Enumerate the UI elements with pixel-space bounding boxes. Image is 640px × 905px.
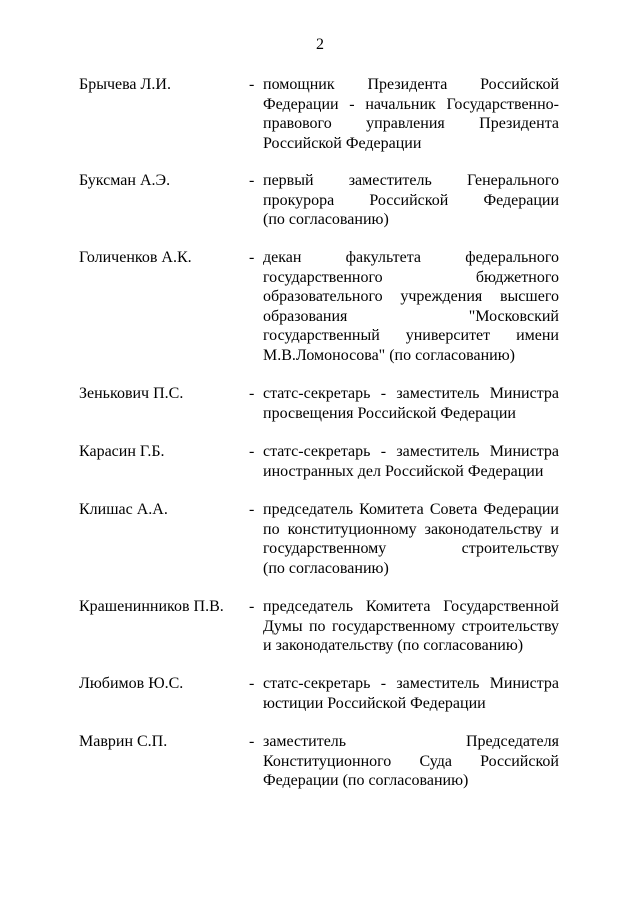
member-name: Крашенинников П.В. — [79, 598, 224, 615]
entry-dash: - — [249, 385, 255, 402]
entry-dash: - — [249, 249, 255, 266]
member-position — [263, 597, 559, 656]
member-position — [263, 75, 559, 153]
position-line: образования "Московский — [263, 307, 559, 325]
position-line: (по согласованию) — [263, 211, 389, 229]
position-line: декан факультета федерального — [263, 249, 559, 266]
member-position — [263, 674, 559, 713]
entry-dash: - — [249, 443, 255, 460]
position-line: первый заместитель Генерального — [263, 172, 559, 189]
member-position — [263, 384, 559, 423]
position-line: государственному строительству — [263, 540, 559, 558]
entry-dash: - — [249, 76, 255, 93]
position-line: правового управления Президента — [263, 115, 559, 133]
position-line: Федерации - начальник Государственно- — [263, 95, 559, 113]
member-name: Клишас А.А. — [79, 501, 168, 518]
position-line: Федерации (по согласованию) — [263, 772, 469, 790]
position-line: прокурора Российской Федерации — [263, 191, 559, 209]
position-line: и законодательству (по согласованию) — [263, 637, 524, 655]
position-line: государственный университет имени — [263, 327, 559, 345]
member-position — [263, 248, 559, 366]
position-line: заместитель Председателя — [263, 733, 559, 750]
member-name: Голиченков А.К. — [79, 249, 192, 266]
position-line: М.В.Ломоносова" (по согласованию) — [263, 346, 515, 364]
position-line: статс-секретарь - заместитель Министра — [263, 675, 559, 692]
entry-dash: - — [249, 172, 255, 189]
position-line: государственного бюджетного — [263, 268, 559, 286]
position-line: председатель Комитета Государственной — [263, 598, 559, 615]
position-line: Думы по государственному строительству — [263, 617, 559, 635]
position-line: образовательного учреждения высшего — [263, 288, 559, 306]
position-line: по конституционному законодательству и — [263, 520, 559, 538]
member-position — [263, 442, 559, 481]
entry-dash: - — [249, 598, 255, 615]
member-position — [263, 171, 559, 230]
member-name: Зенькович П.С. — [79, 385, 184, 402]
position-line: (по согласованию) — [263, 559, 389, 577]
position-line: иностранных дел Российской Федерации — [263, 462, 544, 480]
position-line: статс-секретарь - заместитель Министра — [263, 385, 559, 402]
entry-dash: - — [249, 675, 255, 692]
position-line: просвещения Российской Федерации — [263, 404, 516, 422]
position-line: председатель Комитета Совета Федерации — [263, 501, 559, 518]
member-name: Карасин Г.Б. — [79, 443, 165, 460]
position-line: юстиции Российской Федерации — [263, 694, 486, 712]
member-name: Маврин С.П. — [79, 733, 168, 750]
member-position — [263, 732, 559, 791]
position-line: статс-секретарь - заместитель Министра — [263, 443, 559, 460]
position-line: Конституционного Суда Российской — [263, 752, 559, 770]
member-name: Брычева Л.И. — [79, 76, 171, 93]
member-position — [263, 500, 559, 578]
position-line: Российской Федерации — [263, 134, 422, 152]
page-number: 2 — [316, 36, 324, 53]
member-name: Буксман А.Э. — [79, 172, 171, 189]
entry-dash: - — [249, 733, 255, 750]
member-name: Любимов Ю.С. — [79, 675, 184, 692]
position-line: помощник Президента Российской — [263, 76, 559, 93]
entry-dash: - — [249, 501, 255, 518]
